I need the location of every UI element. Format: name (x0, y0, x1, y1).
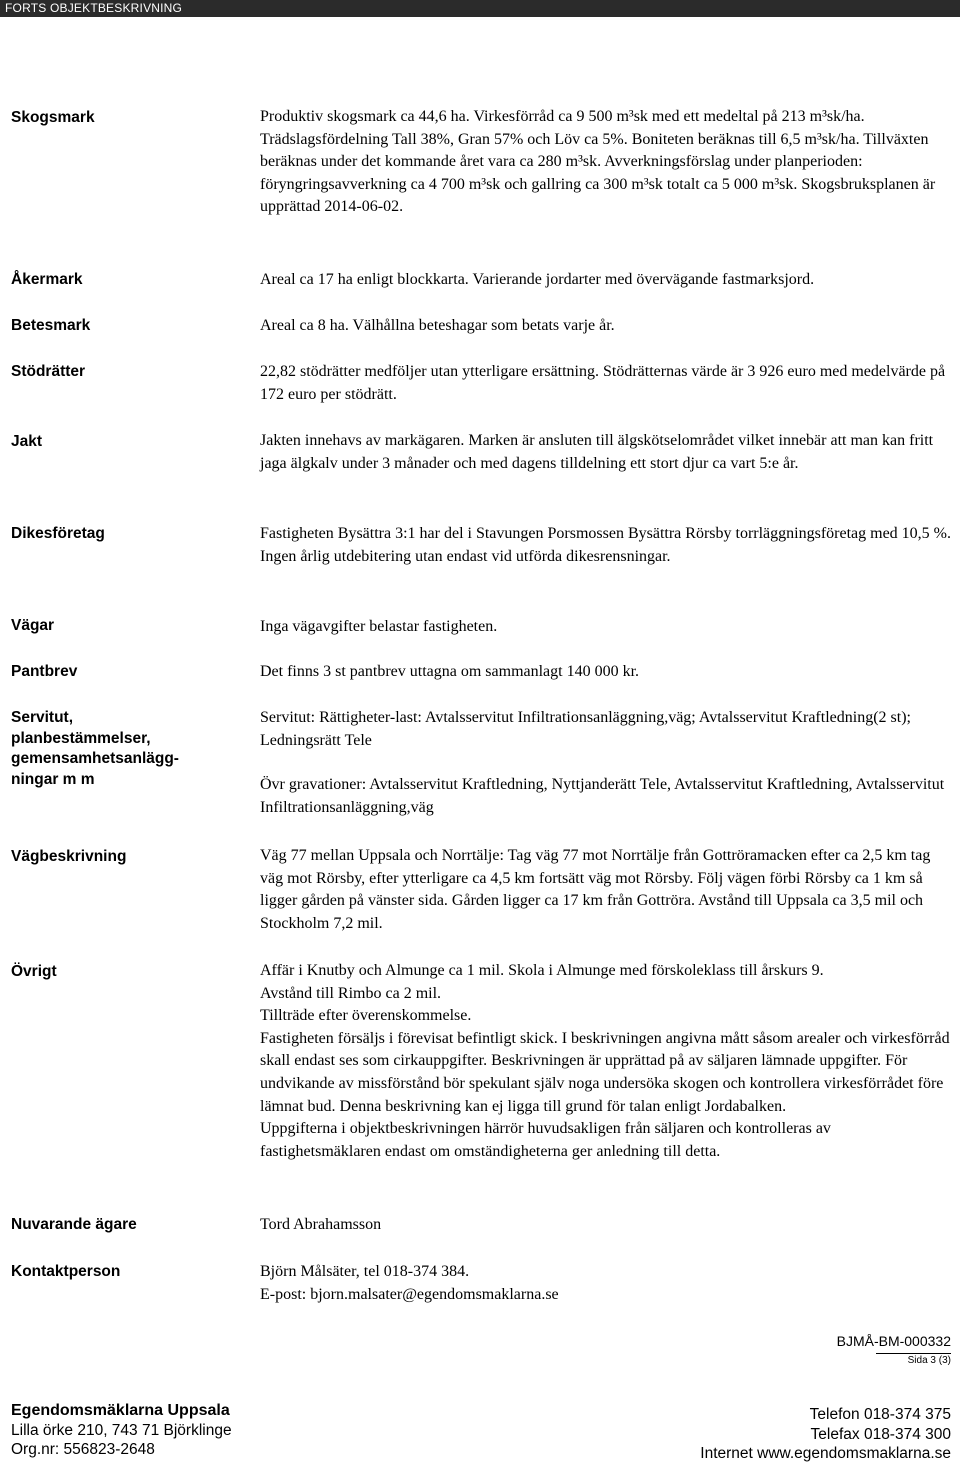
label-servitut-line: planbestämmelser, (11, 729, 151, 747)
company-address: Lilla örke 210, 743 71 Björklinge (11, 1421, 232, 1439)
contact-email: E-post: bjorn.malsater@egendomsmaklarna.se (260, 1285, 559, 1303)
page-header-title: FORTS OBJEKTBESKRIVNING (5, 1, 183, 15)
label-ovrigt: Övrigt (11, 963, 57, 980)
label-servitut-line: gemensamhetsanlägg- (11, 750, 179, 767)
text-vagar: Inga vägavgifter belastar fastigheten. (260, 618, 498, 635)
text-dikesforetag: Fastigheten Bysättra 3:1 har del i Stavungen Porsmossen Bysättra Rörsby torrläggningsföretag med 10,5 %. Ingen årlig utdebitering utan endast vid utförda dikesrensningar. (260, 525, 951, 565)
text-akermark: Areal ca 17 ha enligt blockkarta. Varierande jordarter med övervägande fastmarksjord. (260, 271, 815, 288)
text-ovrigt (260, 960, 955, 1163)
footer-company-info (11, 1401, 232, 1460)
label-vagbeskrivning: Vägbeskrivning (11, 848, 127, 865)
text-servitut: Servitut: Rättigheter-last: Avtalsservitut Infiltrationsanläggning,väg; Avtalsservitut Kraftledning(2 st); Ledningsrätt Tele (260, 709, 911, 749)
text-jakt: Jakten innehavs av markägaren. Marken är ansluten till älgskötselområdet vilket innebär att man kan fritt jaga älgkalv under 3 månader och med dagens tilldelning ett stort djur ca vart 5:e år. (260, 432, 934, 472)
text-betesmark: Areal ca 8 ha. Välhållna beteshagar som betats varje år. (260, 317, 615, 334)
text-kontaktperson (260, 1261, 955, 1306)
label-servitut-line: ningar m m (11, 770, 95, 788)
text-vagbeskrivning: Väg 77 mellan Uppsala och Norrtälje: Tag väg 77 mot Norrtälje från Gottröramacken efter ca 2,5 km tag väg mot Rörsby, efter ytterligare ca 4,5 km fortsätt väg mot Rörsby. Följ vägen förbi Rörsby ca 1 km så ligger gården på vänster sida. Gården ligger ca 17 km från Gottröra. Avstånd till Uppsala ca 3,5 mil och Stockholm 7,2 mil. (260, 847, 931, 932)
divider-line (876, 1353, 951, 1354)
label-akermark: Åkermark (11, 271, 83, 288)
label-servitut-line: Servitut, (11, 709, 74, 726)
company-phone: Telefon 018-374 375 (809, 1406, 951, 1423)
label-vagar: Vägar (11, 617, 55, 634)
reference-code: BJMÅ-BM-000332 (836, 1333, 951, 1349)
label-kontaktperson: Kontaktperson (11, 1263, 121, 1280)
contact-name-phone: Björn Målsäter, tel 018-374 384. (260, 1263, 470, 1280)
page-number: Sida 3 (3) (907, 1355, 951, 1366)
label-servitut (11, 708, 241, 790)
label-dikesforetag: Dikesföretag (11, 525, 105, 542)
company-orgnr: Org.nr: 556823-2648 (11, 1441, 155, 1458)
text-skogsmark: Produktiv skogsmark ca 44,6 ha. Virkesförråd ca 9 500 m³sk med ett medeltal på 213 m³sk/ha. Trädslagsfördelning Tall 38%, Gran 57% och Löv ca 5%. Boniteten beräknas till 6,5 m³sk/ha. Tillväxten beräknas under det kommande året vara ca 280 m³sk. Avverkningsförslag under planperioden: föryngringsavverkning ca 4 700 m³sk och gallring ca 300 m³sk totalt ca 5 000 m³sk. Skogsbruksplanen är upprättad 2014-06-02. (260, 108, 936, 216)
ovrigt-paragraph: Uppgifterna i objektbeskrivningen härrör huvudsakligen från säljaren och kontrolleras av fastighetsmäklaren endast om omständigheterna ger anledning till detta. (260, 1120, 831, 1160)
ovrigt-paragraph: Avstånd till Rimbo ca 2 mil. (260, 984, 442, 1002)
text-stodratter: 22,82 stödrätter medföljer utan ytterligare ersättning. Stödrätternas värde är 3 926 euro med medelvärde på 172 euro per stödrätt. (260, 363, 946, 403)
label-nuvarande-agare: Nuvarande ägare (11, 1216, 137, 1233)
company-fax: Telefax 018-374 300 (810, 1425, 951, 1443)
company-website: Internet www.egendomsmaklarna.se (700, 1445, 951, 1462)
text-ovriga-gravationer: Övr gravationer: Avtalsservitut Kraftledning, Nyttjanderätt Tele, Avtalsservitut Kraftledning, Avtalsservitut Infiltrationsanläggning,väg (260, 776, 945, 816)
ovrigt-paragraph: Affär i Knutby och Almunge ca 1 mil. Skola i Almunge med förskoleklass till årskurs 9. (260, 962, 824, 979)
label-pantbrev: Pantbrev (11, 663, 78, 680)
company-name: Egendomsmäklarna Uppsala (11, 1402, 230, 1419)
footer-contact-info (700, 1405, 951, 1464)
text-nuvarande-agare: Tord Abrahamsson (260, 1216, 382, 1233)
label-betesmark: Betesmark (11, 317, 91, 334)
ovrigt-paragraph: Tillträde efter överenskommelse. (260, 1007, 472, 1025)
label-jakt: Jakt (11, 433, 43, 450)
ovrigt-paragraph: Fastigheten försäljs i förevisat befintligt skick. I beskrivningen angivna mått såsom arealer och virkesförråd skall endast ses som cirkauppgifter. Beskrivningen är upprättad på av säljaren lämnade uppgifter. För undvikande av missförstånd bör spekulant själv noga undersöka skogen och kontrollera virkesförrådet före lämnat bud. Denna beskrivning kan ej ligga till grund för talan enligt Jordabalken. (260, 1029, 950, 1115)
label-stodratter: Stödrätter (11, 363, 86, 380)
text-pantbrev: Det finns 3 st pantbrev uttagna om sammanlagt 140 000 kr. (260, 663, 640, 680)
page-header-bar (0, 0, 960, 17)
label-skogsmark: Skogsmark (11, 109, 95, 126)
